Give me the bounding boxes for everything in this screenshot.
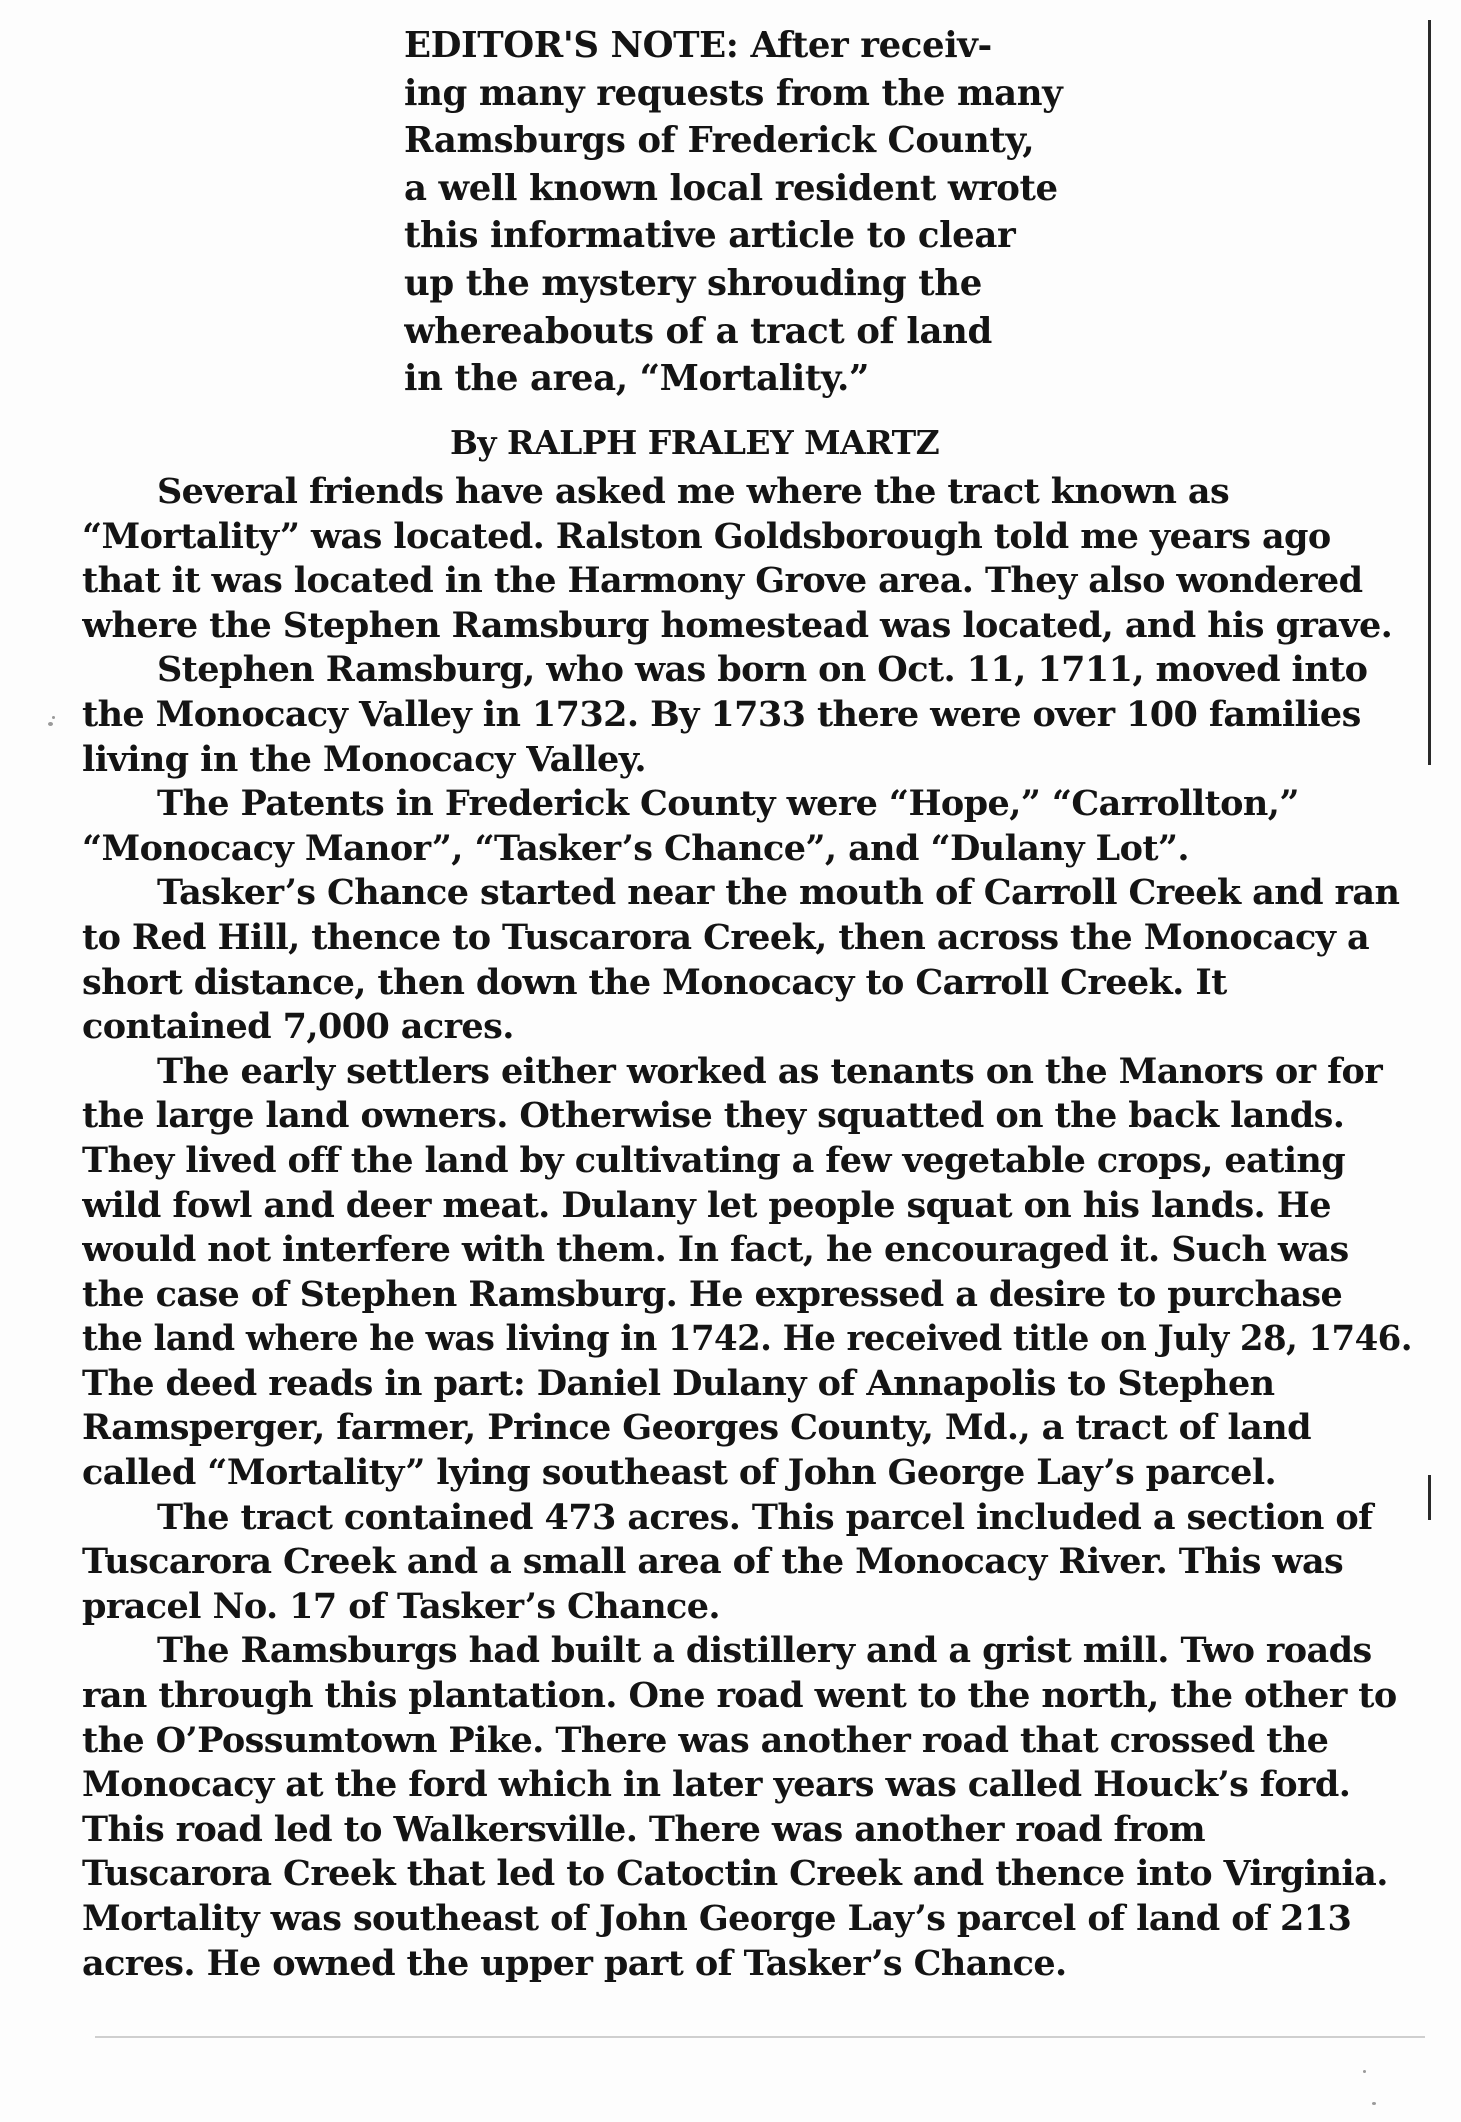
article-line: called “Mortality” lying southeast of John George Lay’s parcel. xyxy=(82,1452,1277,1494)
editors-note-line: Ramsburgs of Frederick County, xyxy=(404,120,1035,162)
article-line: Tuscarora Creek and a small area of the Monocacy River. This was xyxy=(82,1541,1344,1583)
article-line: acres. He owned the upper part of Tasker’s Chance. xyxy=(82,1942,1067,1984)
article-body xyxy=(82,470,1412,1986)
scan-speck xyxy=(1372,2102,1376,2105)
article-line: pracel No. 17 of Tasker’s Chance. xyxy=(82,1585,721,1627)
article-line: Mortality was southeast of John George Lay’s parcel of land of 213 xyxy=(82,1898,1352,1939)
article-line: The Patents in Frederick County were “Hope,” “Carrollton,” xyxy=(157,783,1299,825)
article-line: ran through this plantation. One road went to the north, the other to xyxy=(82,1675,1397,1717)
article-line: “Monocacy Manor”, “Tasker’s Chance”, and “Dulany Lot”. xyxy=(82,827,1189,869)
article-line: to Red Hill, thence to Tuscarora Creek, then across the Monocacy a xyxy=(82,916,1370,958)
article-line: Tasker’s Chance started near the mouth of Carroll Creek and ran xyxy=(157,872,1400,914)
editors-note-line: in the area, “Mortality.” xyxy=(404,358,870,400)
editors-note-line: EDITOR'S NOTE: After receiv- xyxy=(404,25,992,66)
article-line: the large land owners. Otherwise they squatted on the back lands. xyxy=(82,1095,1345,1137)
article-line: short distance, then down the Monocacy to Carroll Creek. It xyxy=(82,961,1227,1003)
editors-note-line: a well known local resident wrote xyxy=(404,167,1058,209)
editors-note-line: up the mystery shrouding the xyxy=(404,262,982,304)
article-line: contained 7,000 acres. xyxy=(82,1006,514,1048)
article-line: The Ramsburgs had built a distillery and a grist mill. Two roads xyxy=(157,1630,1372,1672)
byline: By RALPH FRALEY MARTZ xyxy=(450,423,940,462)
article-line: living in the Monocacy Valley. xyxy=(82,738,647,780)
article-line: where the Stephen Ramsburg homestead was located, and his grave. xyxy=(82,604,1393,646)
column-rule-fragment xyxy=(1428,1475,1431,1520)
article-line: Several friends have asked me where the tract known as xyxy=(157,471,1230,512)
article-line: The early settlers either worked as tenants on the Manors or for xyxy=(157,1050,1383,1092)
scan-speck xyxy=(48,722,53,726)
editors-note-line: this informative article to clear xyxy=(404,215,1016,257)
scan-speck xyxy=(1363,2070,1366,2073)
article-line: “Mortality” was located. Ralston Goldsborough told me years ago xyxy=(82,515,1331,557)
scan-speck xyxy=(52,716,55,719)
article-line: This road led to Walkersville. There was another road from xyxy=(82,1808,1206,1850)
article-line: Stephen Ramsburg, who was born on Oct. 11, 1711, moved into xyxy=(157,649,1368,691)
article-line: Monocacy at the ford which in later years was called Houck’s ford. xyxy=(82,1764,1351,1806)
article-line: the case of Stephen Ramsburg. He expressed a desire to purchase xyxy=(82,1273,1343,1315)
editors-note-line: ing many requests from the many xyxy=(404,72,1063,114)
article-line: wild fowl and deer meat. Dulany let people squat on his lands. He xyxy=(82,1184,1331,1226)
article-line: the land where he was living in 1742. He received title on July 28, 1746. xyxy=(82,1318,1412,1360)
article-line: The deed reads in part: Daniel Dulany of Annapolis to Stephen xyxy=(82,1362,1275,1404)
article-line: would not interfere with them. In fact, he encouraged it. Such was xyxy=(82,1229,1349,1271)
column-rule xyxy=(1428,20,1431,765)
article-line: the O’Possumtown Pike. There was another road that crossed the xyxy=(82,1719,1329,1761)
article-line: Tuscarora Creek that led to Catoctin Creek and thence into Virginia. xyxy=(82,1853,1388,1895)
editors-note xyxy=(404,22,1067,403)
article-line: They lived off the land by cultivating a few vegetable crops, eating xyxy=(82,1139,1346,1181)
editors-note-line: whereabouts of a tract of land xyxy=(404,310,992,352)
article-line: The tract contained 473 acres. This parcel included a section of xyxy=(157,1496,1373,1538)
clipping-edge xyxy=(95,2036,1425,2038)
article-line: Ramsperger, farmer, Prince Georges County, Md., a tract of land xyxy=(82,1407,1311,1449)
article-line: the Monocacy Valley in 1732. By 1733 there were over 100 families xyxy=(82,693,1361,735)
article-line: that it was located in the Harmony Grove area. They also wondered xyxy=(82,560,1363,602)
